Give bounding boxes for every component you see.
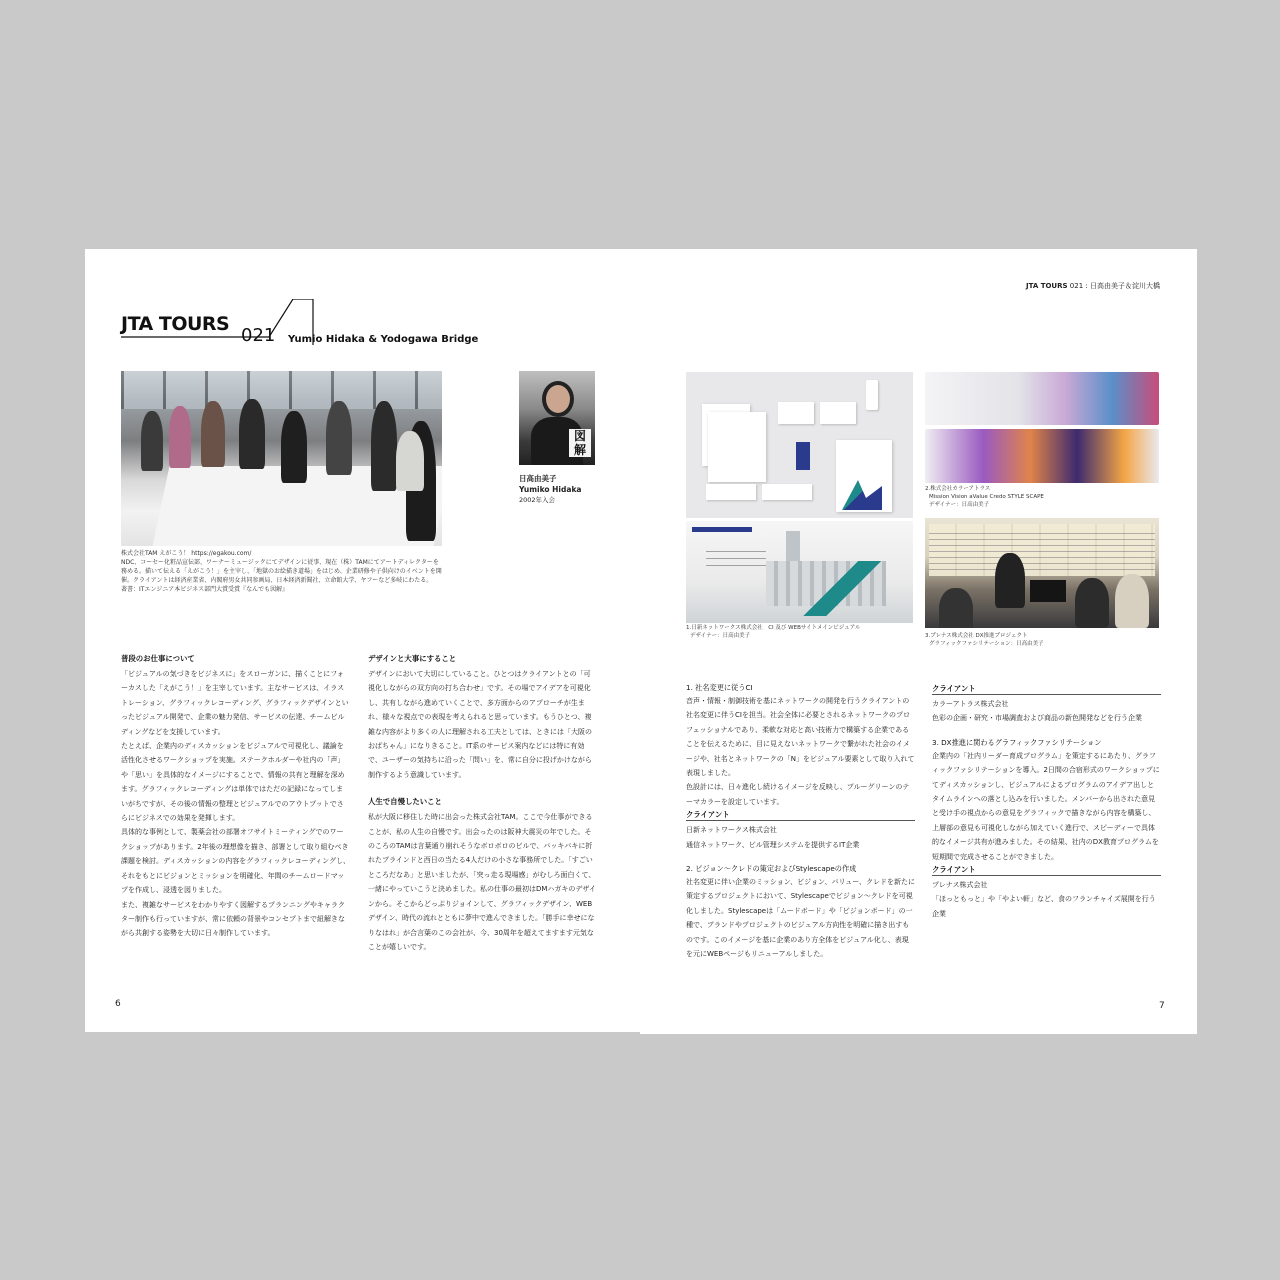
right-column-2 bbox=[932, 683, 1161, 921]
client-description: 色彩の企画・研究・市場調査および商品の新色開発などを行う企業 bbox=[932, 714, 1142, 723]
caption-line-2: NDC、コーセー化粧品宣伝部、ワーナーミュージックにてデザインに従事、現在（株）TAMにてアートディレクターを務める。描いて伝える「えがこう！」を主宰し、「地獄のお絵描き道場」をはじめ、企業研修や子供向けのイベントを開催。クライアントは経済産業省、内閣府男女共同参画局、日本経済新聞社、立命館大学、ヤフーなど多岐にわたる。 bbox=[121, 559, 442, 584]
paragraph: 具体的な事例として、製薬会社の部署オフサイトミーティングでのワークショップがあります。2年後の理想像を描き、部署として取り組むべき課題を検討。ディスカッションの内容をグラフィックレコーディングし、それをもとにビジョンとミッションを明確化、年間のチームロードマップを作成し、浸透を図りました。 bbox=[121, 828, 350, 895]
profile-portrait bbox=[519, 371, 595, 465]
caption-2-subtitle: Mission Vision aValue Credo STYLE SCAPE bbox=[929, 494, 1044, 500]
left-page bbox=[85, 249, 640, 1032]
running-head-logo: JTA TOURS bbox=[1026, 282, 1068, 290]
page-number-right: 7 bbox=[1159, 1001, 1165, 1011]
badge-label: 図解 bbox=[569, 429, 591, 457]
paragraph: たとえば、企業内のディスカッションをビジュアルで可視化し、議論を活性化させるワークショップを実施。ステークホルダーや社内の「声」や「思い」を具体的なイメージにすることで、情報の共有と理解を深めます。グラフィックレコーディングは単体ではただの記録になってしまいがちですが、その後の情報の整理とビジュアルでのアウトプットでさらにビジネスでの効果を発揮します。 bbox=[121, 742, 345, 823]
client-label: クライアント bbox=[932, 864, 1161, 876]
website-visual-image bbox=[686, 521, 913, 623]
caption-line-1: 株式会社TAM えがこう！ https://egakou.com/ bbox=[121, 550, 252, 557]
right-column-1 bbox=[686, 683, 915, 962]
profile-joined: 2002年入会 bbox=[519, 496, 556, 504]
caption-2 bbox=[925, 485, 1159, 509]
paragraph: 社名変更に伴い企業のミッション、ビジョン、バリュー、クレドを新たに策定するプロジェクトにおいて、Stylescapeでビジョン〜クレドを可視化しました。Stylescapeは「ムードボード」や「ビジョンボード」の一種で、ブランドやプロジェクトのビジュアル方向性を明確に描き出すものです。このイメージを基に企業のあり方全体をビジュアル化し、表現を元にWEBページもリニューアルしました。 bbox=[686, 878, 915, 959]
right-page bbox=[640, 249, 1197, 1034]
section-heading: デザインと大事にすること bbox=[368, 654, 457, 663]
left-column-1 bbox=[121, 653, 350, 941]
section-heading: 人生で自慢したいこと bbox=[368, 797, 442, 807]
running-head: JTA TOURS 021 : 日高由美子＆淀川大橋 bbox=[1026, 282, 1160, 290]
profile-name-ja: 日高由美子 bbox=[519, 474, 557, 483]
paragraph: デザインにおいて大切にしていること。ひとつはクライアントとの「可視化しながらの双方向の打ち合わせ」です。その場でアイデアを可視化し、共有しながら進めていくことで、多方面からのアプローチが生まれ、様々な視点での表現を考えられると思っています。もうひとつ、複雑な内容がより多くの人に理解される工夫としては、ときには「大阪のおばちゃん」になりきること。IT系のサービス案内などには特に有効で、ユーザーの気持ちに沿った「問い」を、常に自分に投げかけながら制作するよう意識しています。 bbox=[368, 670, 592, 779]
caption-1-title: 1.日新ネットワークス株式会社 CI 及び WEBサイトメインビジュアル bbox=[686, 625, 861, 631]
client-name: プレナス株式会社 bbox=[932, 881, 988, 890]
caption-1 bbox=[686, 624, 913, 640]
running-head-number: 021 bbox=[1069, 282, 1084, 290]
caption-line-3: 著書：ITエンジニア本ビジネス部門大賞受賞『なんでも図解』 bbox=[121, 586, 289, 593]
paragraph: 音声・情報・制御技術を基にネットワークの開発を行うクライアントの社名変更に伴うCIを担当。社会全体に必要とされるネットワークのプロフェッショナルであり、柔軟な対応と高い技術力で構築する企業であることを伝えるために、目に見えないネットワークで繋がれた社会のイメージや、社名とネットワークの「N」をビジュアル要素として取り入れて表現しました。 bbox=[686, 697, 915, 778]
paragraph: 私が大阪に移住した時に出会った株式会社TAM。ここで今仕事ができることが、私の人生の自慢です。出会ったのは阪神大震災の年でした。そのころのTAMは言葉通り崩れそうなボロボロのビルで、バッキバキに折れたブラインドと西日の当たる4人だけの小さな事務所でした。「すごいところだなあ」と思いましたが、「突っ走る現場感」がむしろ面白くて、一緒にやっていこうと決めました。私の仕事の最初はDMハガキのデザインから。そこからどっぷりジョインして、グラフィックデザイン、WEBデザイン、時代の流れとともに夢中で進んできました。「勝手に幸せになりなはれ」が合言葉のこの会社が、今、30周年を超えてますます元気なことが嬉しいです。 bbox=[368, 813, 596, 951]
logo-text: JTA TOURS bbox=[121, 313, 230, 335]
paragraph: 企業内の「社内リーダー育成プログラム」を策定するにあたり、グラフィックファシリテーションを導入。2日間の合宿形式のワークショップにてディスカッションし、ビジュアルによるプログラムのアイデア出しとタイムラインへの落とし込みを行いました。メンバーから出された意見と受け手の視点からの意見をグラフィックで描きながら内容を構築し、上層部の意見も可視化しながら加えていく進行で、スピーディーで具体的なイメージ共有が進みました。その結果、社内のDX教育プログラムを短期間で完成させることができました。 bbox=[932, 751, 1160, 861]
workshop-photo bbox=[121, 371, 442, 546]
page-subtitle: Yumio Hidaka & Yodogawa Bridge bbox=[288, 334, 479, 345]
photo-caption bbox=[121, 549, 444, 594]
section-heading: 普段のお仕事について bbox=[121, 654, 195, 663]
running-head-title: 日高由美子＆淀川大橋 bbox=[1090, 282, 1160, 290]
section-heading: 1. 社名変更に従うCI bbox=[686, 683, 753, 692]
caption-2-credit: デザイナー：日高由美子 bbox=[929, 502, 990, 508]
client-name: カラーアトラス株式会社 bbox=[932, 700, 1009, 708]
caption-1-credit: デザイナー：日高由美子 bbox=[690, 633, 751, 639]
client-name: 日新ネットワークス株式会社 bbox=[686, 826, 777, 835]
client-label: クライアント bbox=[932, 683, 1161, 695]
paragraph: 「ビジュアルの気づきをビジネスに」をスローガンに、描くことにフォーカスした「えがこう！」を主宰しています。主なサービスは、イラストレーション、グラフィックレコーディング、グラフィックデザインといったビジュアル開発で、企業の魅力発信、サービスの伝達、チームビルディングなどを支援しています。 bbox=[121, 670, 349, 736]
profile-block bbox=[519, 473, 619, 505]
caption-3 bbox=[925, 632, 1159, 648]
caption-3-title: 3.プレナス株式会社 DX推進プロジェクト bbox=[925, 633, 1028, 639]
facilitation-photo bbox=[925, 518, 1159, 628]
client-description: 「ほっともっと」や「やよい軒」など、食のフランチャイズ展開を行う企業 bbox=[932, 895, 1156, 918]
client-label: クライアント bbox=[686, 809, 915, 821]
profile-name-en: Yumiko Hidaka bbox=[519, 485, 582, 494]
client-description: 通信ネットワーク、ビル管理システムを提供するIT企業 bbox=[686, 840, 860, 849]
left-column-2 bbox=[368, 653, 596, 954]
caption-3-credit: グラフィックファシリテーション：日高由美子 bbox=[929, 641, 1044, 647]
section-heading: 2. ビジョン〜クレドの策定およびStylescapeの作成 bbox=[686, 864, 857, 874]
ci-stationery-image bbox=[686, 372, 913, 518]
caption-2-title: 2.株式会社カラーアトラス bbox=[925, 486, 991, 492]
stylescape-banner-bottom bbox=[925, 429, 1159, 483]
page-number-left: 6 bbox=[115, 999, 121, 1009]
logo-number: 021 bbox=[241, 325, 276, 346]
section-heading: 3. DX推進に関わるグラフィックファシリテーション bbox=[932, 737, 1102, 747]
stylescape-banner-top bbox=[925, 372, 1159, 425]
paragraph: また、複雑なサービスをわかりやすく図解するプランニングやキャラクター制作も行っていますが、常に依頼の背景やコンセプトまで紐解きながら共創する姿勢を大切に日々制作しています。 bbox=[121, 900, 345, 938]
paragraph: 色設計には、日々進化し続けるイメージを反映し、ブルーグリーンのテーマカラーを設定しています。 bbox=[686, 783, 910, 806]
